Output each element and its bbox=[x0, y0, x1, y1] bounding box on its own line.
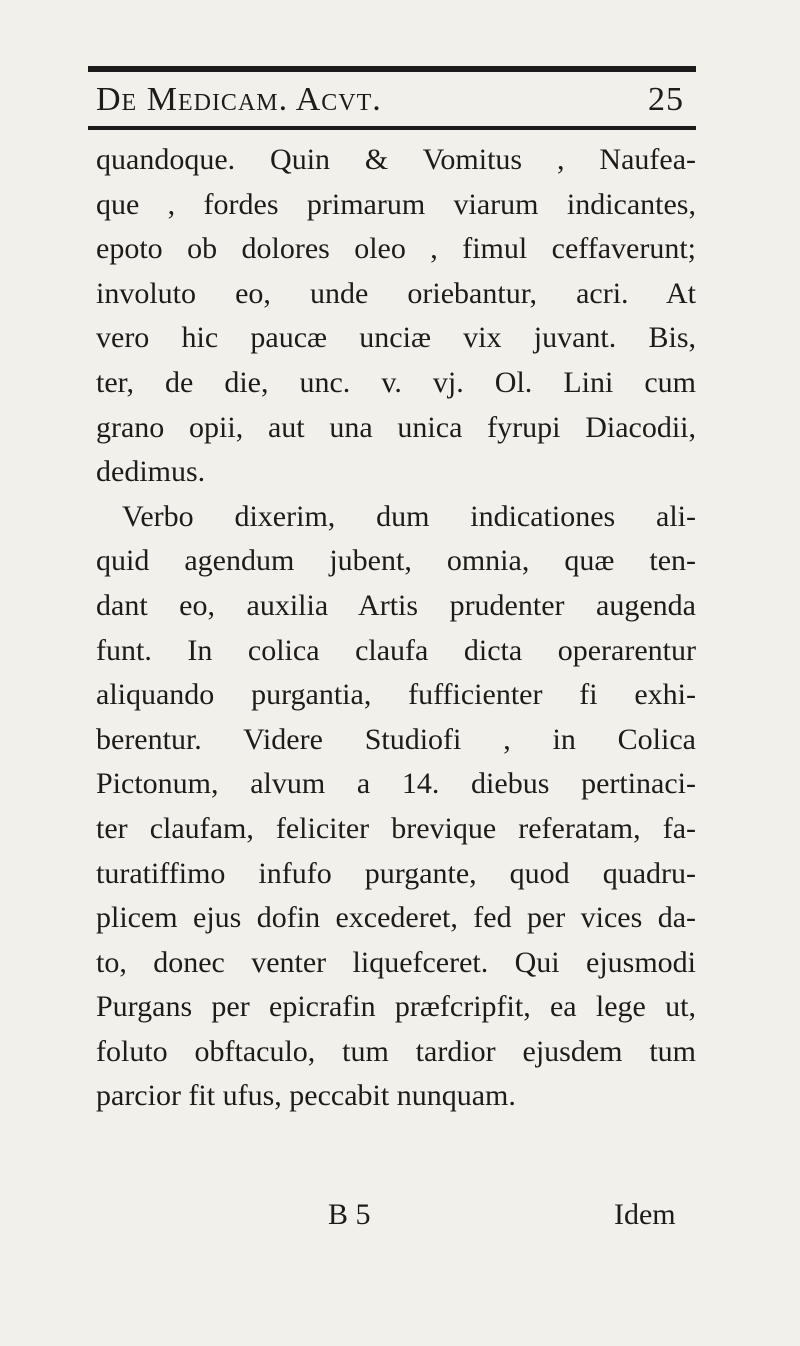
text-line: grano opii, aut una unica fyrupi Diacodii, bbox=[96, 410, 696, 444]
text-line: dedimus. bbox=[96, 455, 206, 489]
text-line: funt. In colica claufa dicta operarentur bbox=[96, 633, 696, 667]
text-line: Purgans per epicrafin præfcripfit, ea lege ut, bbox=[96, 990, 696, 1024]
text-line: turatiffimo infufo purgante, quod quadru- bbox=[96, 856, 696, 890]
text-line: ter claufam, feliciter brevique referatam, fa- bbox=[96, 811, 696, 845]
body-text bbox=[96, 138, 696, 1119]
text-line: berentur. Videre Studiofi , in Colica bbox=[96, 722, 696, 756]
page-number: 25 bbox=[648, 81, 684, 118]
text-line: parcior fit ufus, peccabit nunquam. bbox=[96, 1079, 516, 1113]
text-line: Pictonum, alvum a 14. diebus pertinaci- bbox=[96, 767, 696, 801]
text-line: Verbo dixerim, dum indicationes ali- bbox=[122, 499, 696, 533]
signature-mark: B 5 bbox=[328, 1198, 371, 1231]
header-bottom-rule bbox=[88, 126, 696, 130]
text-line: plicem ejus dofin excederet, fed per vices da- bbox=[96, 901, 696, 935]
text-line: aliquando purgantia, fufficienter fi exhi- bbox=[96, 678, 696, 712]
text-line: to, donec venter liquefceret. Qui ejusmodi bbox=[96, 945, 696, 979]
page-footer bbox=[96, 1198, 696, 1242]
text-line: involuto eo, unde oriebantur, acri. At bbox=[96, 276, 696, 310]
text-line: quandoque. Quin & Vomitus , Naufea- bbox=[96, 143, 696, 176]
text-line: foluto obftaculo, tum tardior ejusdem tum bbox=[96, 1034, 696, 1068]
running-title: De Medicam. Acvt. bbox=[96, 81, 382, 118]
text-line: vero hic paucæ unciæ vix juvant. Bis, bbox=[96, 321, 696, 355]
text-line: epoto ob dolores oleo , fimul ceffaverunt; bbox=[96, 232, 696, 266]
text-line: quid agendum jubent, omnia, quæ ten- bbox=[96, 544, 696, 578]
text-line: dant eo, auxilia Artis prudenter augenda bbox=[96, 588, 696, 622]
catchword: Idem bbox=[614, 1198, 676, 1231]
text-line: ter, de die, unc. v. vj. Ol. Lini cum bbox=[96, 365, 696, 399]
header-top-rule bbox=[88, 66, 696, 72]
text-line: que , fordes primarum viarum indicantes, bbox=[96, 187, 696, 221]
running-header bbox=[96, 76, 684, 124]
